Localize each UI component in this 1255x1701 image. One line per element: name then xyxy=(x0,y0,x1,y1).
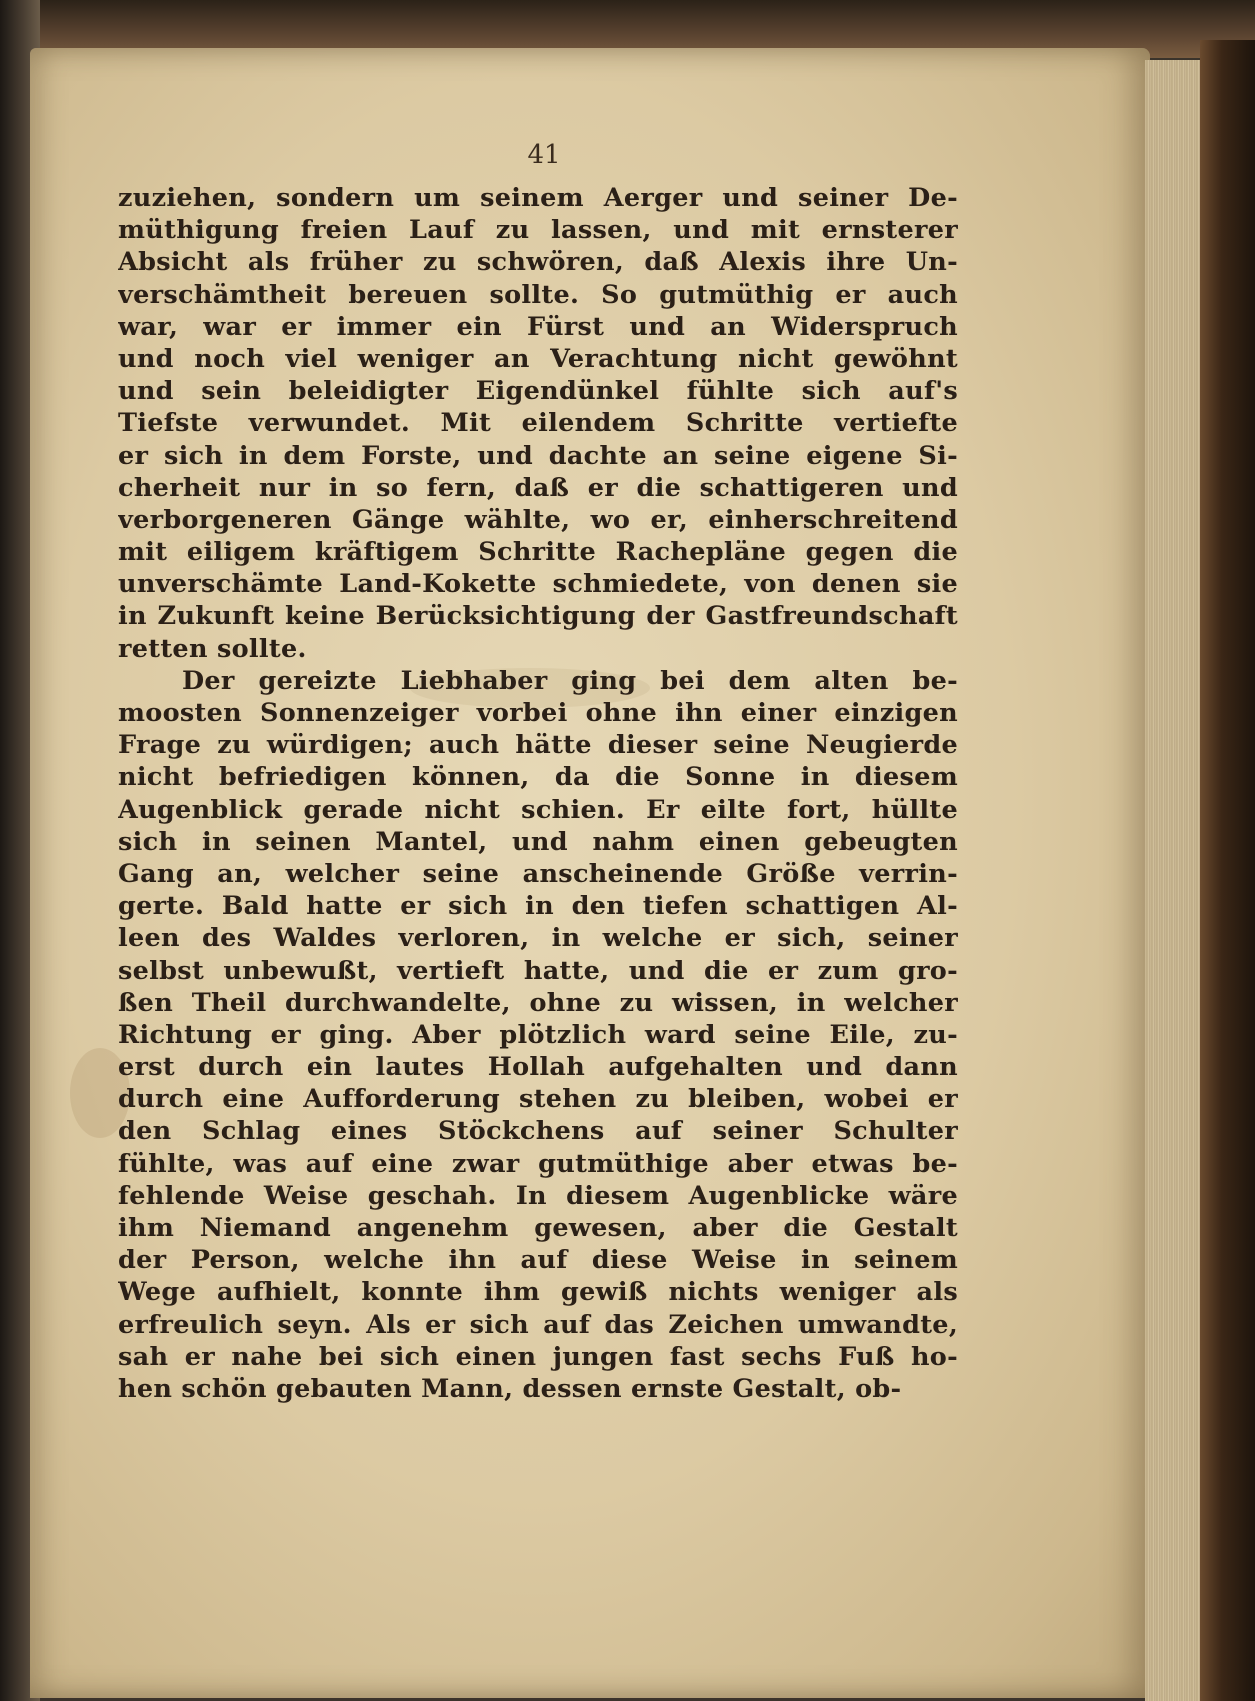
text-line: erfreulich seyn. Als er sich auf das Zeichen umwandte, xyxy=(118,1309,958,1340)
text-line: leen des Waldes verloren, in welche er sich, seiner xyxy=(118,923,958,954)
text-line: ßen Theil durchwandelte, ohne zu wissen, in welcher xyxy=(118,987,958,1018)
text-line: Augenblick gerade nicht schien. Er eilte fort, hüllte xyxy=(118,794,958,825)
text-line: nicht befriedigen können, da die Sonne in diesem xyxy=(118,762,958,793)
text-line: moosten Sonnenzeiger vorbei ohne ihn einer einzigen xyxy=(118,698,958,728)
text-line: mit eiligem kräftigem Schritte Rachepläne gegen die xyxy=(118,537,958,568)
text-line: sich in seinen Mantel, und nahm einen gebeugten xyxy=(118,826,958,857)
text-line: Richtung er ging. Aber plötzlich ward seine Eile, zu- xyxy=(118,1019,958,1050)
text-line: ihm Niemand angenehm gewesen, aber die Gestalt xyxy=(118,1213,958,1243)
text-line: Der gereizte Liebhaber ging bei dem alten be- xyxy=(182,665,958,696)
text-line: in Zukunft keine Berücksichtigung der Gastfreundschaft xyxy=(118,601,958,632)
text-line: gerte. Bald hatte er sich in den tiefen schattigen Al- xyxy=(118,891,958,922)
book-cover-edge xyxy=(1200,40,1255,1701)
text-line: verborgeneren Gänge wählte, wo er, einherschreitend xyxy=(118,504,958,535)
text-line: durch eine Aufforderung stehen zu bleiben, wobei er xyxy=(118,1084,958,1115)
text-line: der Person, welche ihn auf diese Weise in seinem xyxy=(118,1245,958,1276)
text-line: unverschämte Land-Kokette schmiedete, von denen sie xyxy=(118,569,958,600)
text-line: selbst unbewußt, vertieft hatte, und die er zum gro- xyxy=(118,955,958,986)
text-line: verschämtheit bereuen sollte. So gutmüthig er auch xyxy=(118,279,958,310)
text-line: Tiefste verwundet. Mit eilendem Schritte vertiefte xyxy=(118,408,958,439)
text-line: und sein beleidigter Eigendünkel fühlte sich auf's xyxy=(118,376,958,407)
text-line: Gang an, welcher seine anscheinende Größe verrin- xyxy=(118,858,958,889)
text-line: cherheit nur in so fern, daß er die schattigeren und xyxy=(118,472,958,503)
text-line: den Schlag eines Stöckchens auf seiner Schulter xyxy=(118,1116,958,1147)
text-line: Frage zu würdigen; auch hätte dieser seine Neugierde xyxy=(118,730,958,761)
text-line: fehlende Weise geschah. In diesem Augenblicke wäre xyxy=(118,1180,958,1211)
text-line: Wege aufhielt, konnte ihm gewiß nichts weniger als xyxy=(118,1277,958,1308)
text-line: zuziehen, sondern um seinem Aerger und seiner De- xyxy=(118,183,958,213)
text-line: fühlte, was auf eine zwar gutmüthige aber etwas be- xyxy=(118,1148,958,1179)
page-number: 41 xyxy=(527,140,561,170)
text-line: hen schön gebauten Mann, dessen ernste Gestalt, ob- xyxy=(118,1373,902,1404)
text-line: retten sollte. xyxy=(118,633,307,664)
body-text xyxy=(118,182,958,1405)
text-line: erst durch ein lautes Hollah aufgehalten und dann xyxy=(118,1052,958,1083)
text-line: Absicht als früher zu schwören, daß Alexis ihre Un- xyxy=(118,247,958,278)
text-line: müthigung freien Lauf zu lassen, und mit ernsterer xyxy=(118,215,958,246)
text-line: er sich in dem Forste, und dachte an seine eigene Si- xyxy=(118,440,958,471)
text-line: und noch viel weniger an Verachtung nicht gewöhnt xyxy=(118,343,958,374)
text-line: war, war er immer ein Fürst und an Widerspruch xyxy=(118,311,958,342)
text-line: sah er nahe bei sich einen jungen fast sechs Fuß ho- xyxy=(118,1341,958,1372)
